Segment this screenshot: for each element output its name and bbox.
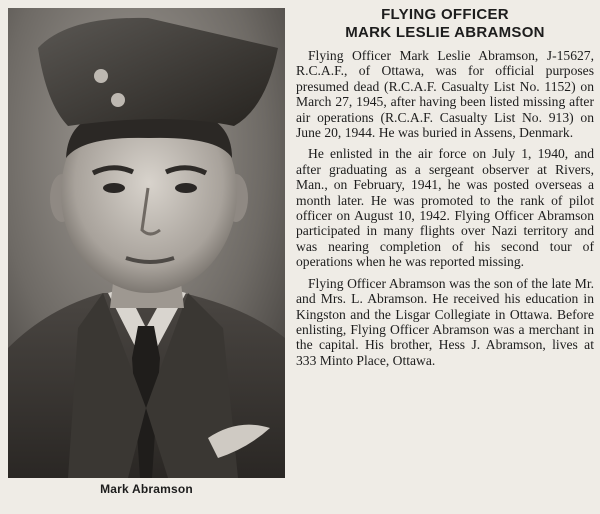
article-title — [296, 6, 594, 42]
portrait-photo — [8, 8, 285, 478]
title-line-1: FLYING OFFICER — [381, 6, 509, 23]
article-paragraph: Flying Officer Abramson was the son of the late Mr. and Mrs. L. Abramson. He received his education in Kingston and the Lisgar Collegiate in Ottawa. Before enlisting, Flying Officer Abramson was a merchant in the capital. His brother, Hess J. Abramson, lives at 333 Minto Place, Ottawa. — [296, 275, 594, 368]
portrait-column — [0, 0, 288, 514]
article-paragraph: Flying Officer Mark Leslie Abramson, J-15627, R.C.A.F., of Ottawa, was for official purposes presumed dead (R.C.A.F. Casualty List No. 1152) on March 27, 1945, after having been listed missing after air operations (R.C.A.F. Casualty List No. 913) on June 20, 1944. He was buried in Assens, Denmark. — [296, 48, 594, 141]
title-line-2: MARK LESLIE ABRAMSON — [345, 24, 545, 41]
photo-caption: Mark Abramson — [100, 482, 193, 496]
article-column — [296, 6, 594, 374]
portrait-illustration — [8, 8, 285, 478]
article-paragraph: He enlisted in the air force on July 1, 1940, and after graduating as a sergeant observer at Rivers, Man., on February, 1941, he was posted overseas a month later. He was promoted to the rank of pilot officer on August 10, 1942. Flying Officer Abramson participated in many flights over Nazi territory and was nearing completion of his second tour of operations when he was reported missing. — [296, 146, 594, 270]
